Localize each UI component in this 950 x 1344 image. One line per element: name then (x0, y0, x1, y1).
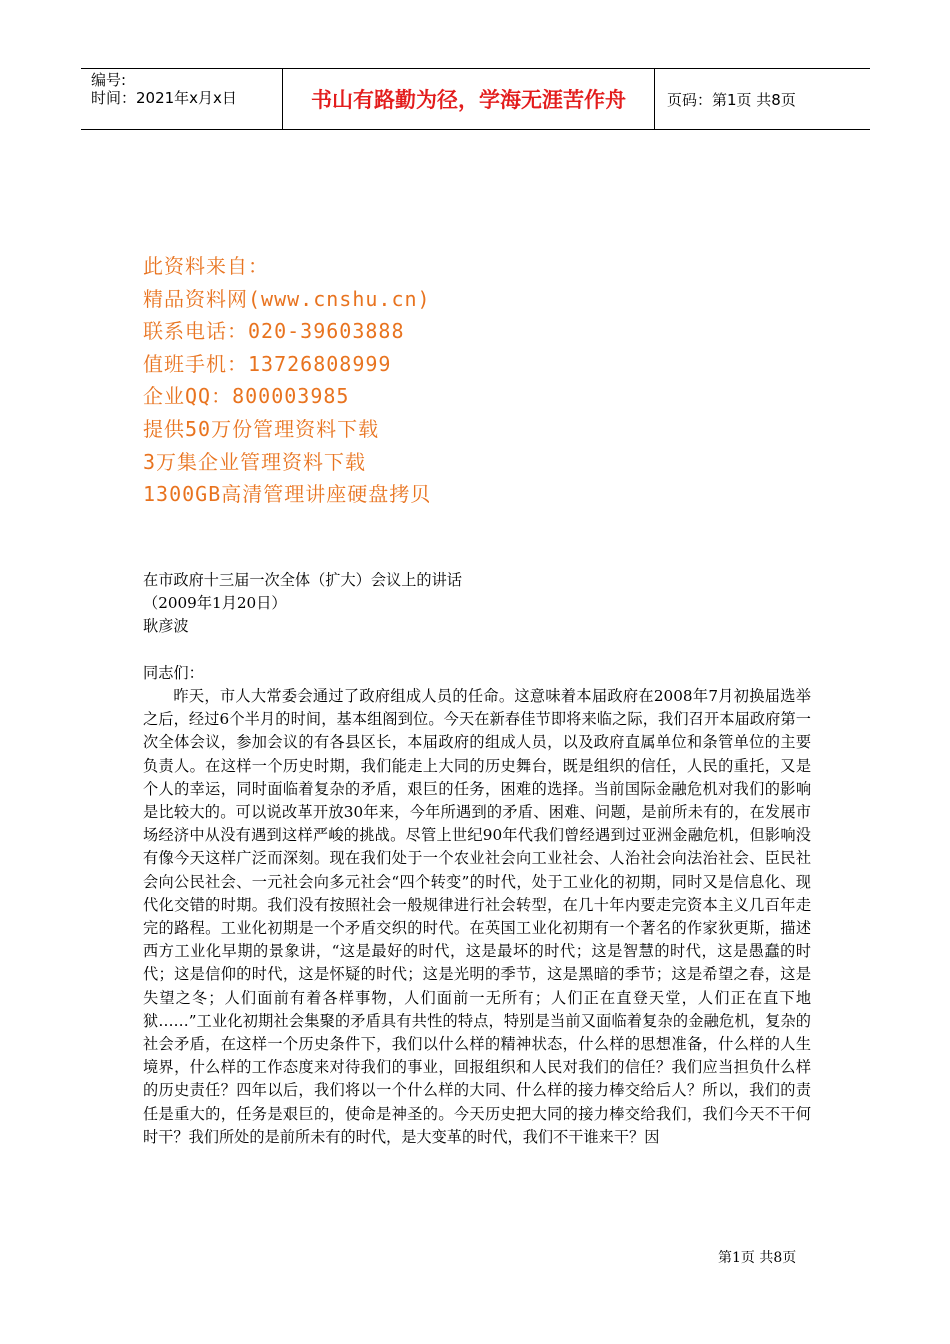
header-table (81, 68, 870, 130)
header-motto: 书山有路勤为径，学海无涯苦作舟 (282, 69, 655, 129)
promo-line: 企业QQ：800003985 (143, 384, 350, 409)
speech-date: （2009年1月20日） (143, 594, 287, 613)
promo-line: 联系电话：020-39603888 (143, 319, 405, 344)
promo-line: 1300GB高清管理讲座硬盘拷贝 (143, 482, 432, 507)
doc-time-label: 时间：2021年x月x日 (91, 89, 237, 107)
speech-paragraph: 昨天，市人大常委会通过了政府组成人员的任命。这意味着本届政府在2008年7月初换届选举之后，经过6个半月的时间，基本组阁到位。今天在新春佳节即将来临之际，我们召开本届政府第一次全体会议，参加会议的有各县区长，本届政府的组成人员，以及政府直属单位和条管单位的主要负责人。在这样一个历史时期，我们能走上大同的历史舞台，既是组织的信任，人民的重托，又是个人的幸运，同时面临着复杂的矛盾，艰巨的任务，困难的选择。当前国际金融危机对我们的影响是比较大的。可以说改革开放30年来，今年所遇到的矛盾、困难、问题，是前所未有的，在发展市场经济中从没有遇到这样严峻的挑战。尽管上世纪90年代我们曾经遇到过亚洲金融危机，但影响没有像今天这样广泛而深刻。现在我们处于一个农业社会向工业社会、人治社会向法治社会、臣民社会向公民社会、一元社会向多元社会“四个转变”的时代，处于工业化的初期，同时又是信息化、现代化交错的时期。我们没有按照社会一般规律进行社会转型，在几十年内要走完资本主义几百年走完的路程。工业化初期是一个矛盾交织的时代。在英国工业化初期有一个著名的作家狄更斯，描述西方工业化早期的景象讲，“这是最好的时代，这是最坏的时代；这是智慧的时代，这是愚蠢的时代；这是信仰的时代，这是怀疑的时代；这是光明的季节，这是黑暗的季节；这是希望之春，这是失望之冬；人们面前有着各样事物，人们面前一无所有；人们正在直登天堂，人们正在直下地狱……”工业化初期社会集聚的矛盾具有共性的特点，特别是当前又面临着复杂的金融危机，复杂的社会矛盾，在这样一个历史条件下，我们以什么样的精神状态，什么样的思想准备，什么样的人生境界，什么样的工作态度来对待我们的事业，回报组织和人民对我们的信任？我们应当担负什么样的历史责任？四年以后，我们将以一个什么样的大同、什么样的接力棒交给后人？所以，我们的责任是重大的，任务是艰巨的，使命是神圣的。今天历史把大同的接力棒交给我们，我们今天不干何时干？我们所处的是前所未有的时代，是大变革的时代，我们不干谁来干？因 (143, 686, 811, 1146)
speech-title: 在市政府十三届一次全体（扩大）会议上的讲话 (143, 571, 462, 589)
doc-number-label: 编号: (91, 71, 127, 89)
header-info-cell (81, 69, 282, 129)
promo-line: 精品资料网(www.cnshu.cn) (143, 286, 431, 311)
promo-line: 此资料来自： (143, 254, 269, 278)
promo-line: 提供50万份管理资料下载 (143, 416, 380, 441)
promo-block (143, 250, 431, 511)
speech-author: 耿彦波 (143, 617, 189, 636)
speech-meta (143, 569, 811, 639)
speech-salutation: 同志们： (143, 663, 204, 682)
page-footer: 第1页 共8页 (718, 1250, 797, 1266)
promo-line: 3万集企业管理资料下载 (143, 449, 367, 474)
header-page-label: 页码：第1页 共8页 (667, 90, 796, 109)
promo-line: 值班手机：13726808999 (143, 351, 392, 376)
speech-document (143, 569, 811, 1149)
